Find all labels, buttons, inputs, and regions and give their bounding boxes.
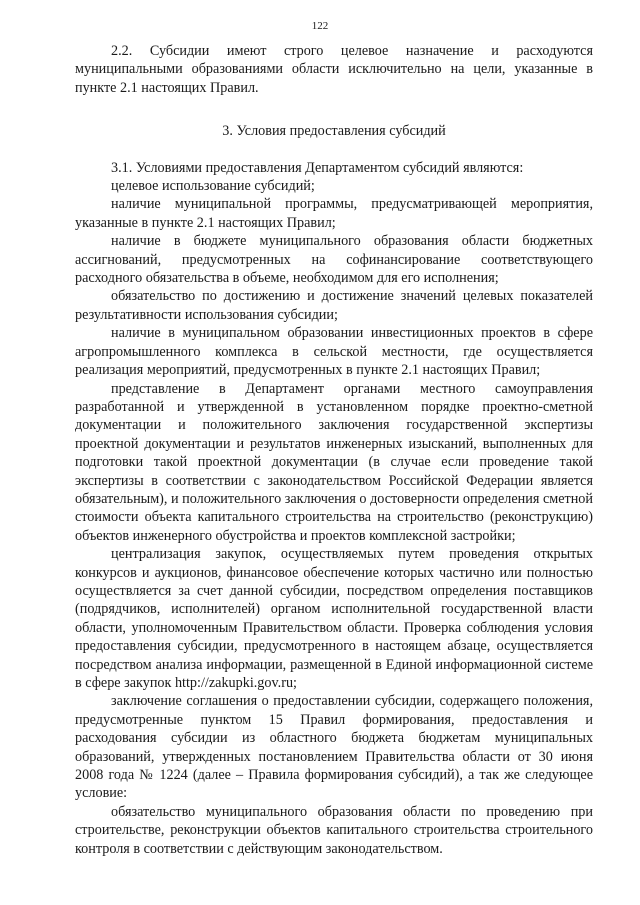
condition-item: заключение соглашения о предоставлении субсидии, содержащего положения, предусмотренные пунктом 15 Правил формирования, предоставления и расходования субсидии из областного бюджета бюджетам муниципальных образований, утвержденных постановлением Правительства области от 30 июня 2008 года № 1224 (далее – Правила формирования субсидий), а так же следующее условие:: [75, 693, 593, 802]
condition-item: обязательство муниципального образования области по проведению при строительстве, реконструкции объектов капитального строительства строительного контроля в соответствии с действующим законодательством.: [75, 803, 593, 857]
condition-item: наличие муниципальной программы, предусматривающей мероприятия, указанные в пункте 2.1 настоящих Правил;: [75, 196, 593, 231]
condition-item: наличие в муниципальном образовании инвестиционных проектов в сфере агропромышленного комплекса в сельской местности, где осуществляется реализация мероприятий, предусмотренных в пункте 2.1 настоящих Правил;: [75, 325, 593, 379]
condition-item: целевое использование субсидий;: [111, 178, 315, 195]
paragraph-3-1: 3.1. Условиями предоставления Департаментом субсидий являются:: [111, 159, 524, 176]
condition-item: наличие в бюджете муниципального образования области бюджетных ассигнований, предусмотренных на софинансирование соответствующего расходного обязательства в объеме, необходимом для его исполнения;: [75, 233, 593, 287]
page-number: 122: [311, 20, 329, 32]
condition-item: представление в Департамент органами местного самоуправления разработанной и утвержденной в установленном порядке проектно-сметной документации и положительного заключения государственной экспертизы проектной документации и результатов инженерных изысканий, выполненных для подготовки такой проектной документации (в случае если проведение такой экспертизы в соответствии с законодательством Российской Федерации является обязательным), и положительного заключения о достоверности определения сметной стоимости объекта капитального строительства на строительство (реконструкцию) объектов инженерного обустройства и проектов комплексной застройки;: [75, 380, 593, 544]
condition-item: централизация закупок, осуществляемых путем проведения открытых конкурсов и аукционов, финансовое обеспечение которых частично или полностью осуществляется за счет данной субсидии, посредством определения поставщиков (подрядчиков, исполнителей) органом исполнительной государственной власти области, уполномоченным Правительством области. Проверка соблюдения условия предоставления субсидии, предусмотренного в настоящем абзаце, осуществляется посредством анализа информации, размещенной в Единой информационной системе в сфере закупок http://zakupki.gov.ru;: [75, 546, 593, 691]
document-body: [75, 42, 593, 858]
section-3-title: 3. Условия предоставления субсидий: [222, 123, 446, 140]
condition-item: обязательство по достижению и достижение значений целевых показателей результативности использования субсидии;: [75, 288, 593, 323]
paragraph-2-2: 2.2. Субсидии имеют строго целевое назначение и расходуются муниципальными образованиями области исключительно на цели, указанные в пункте 2.1 настоящих Правил.: [75, 43, 593, 96]
